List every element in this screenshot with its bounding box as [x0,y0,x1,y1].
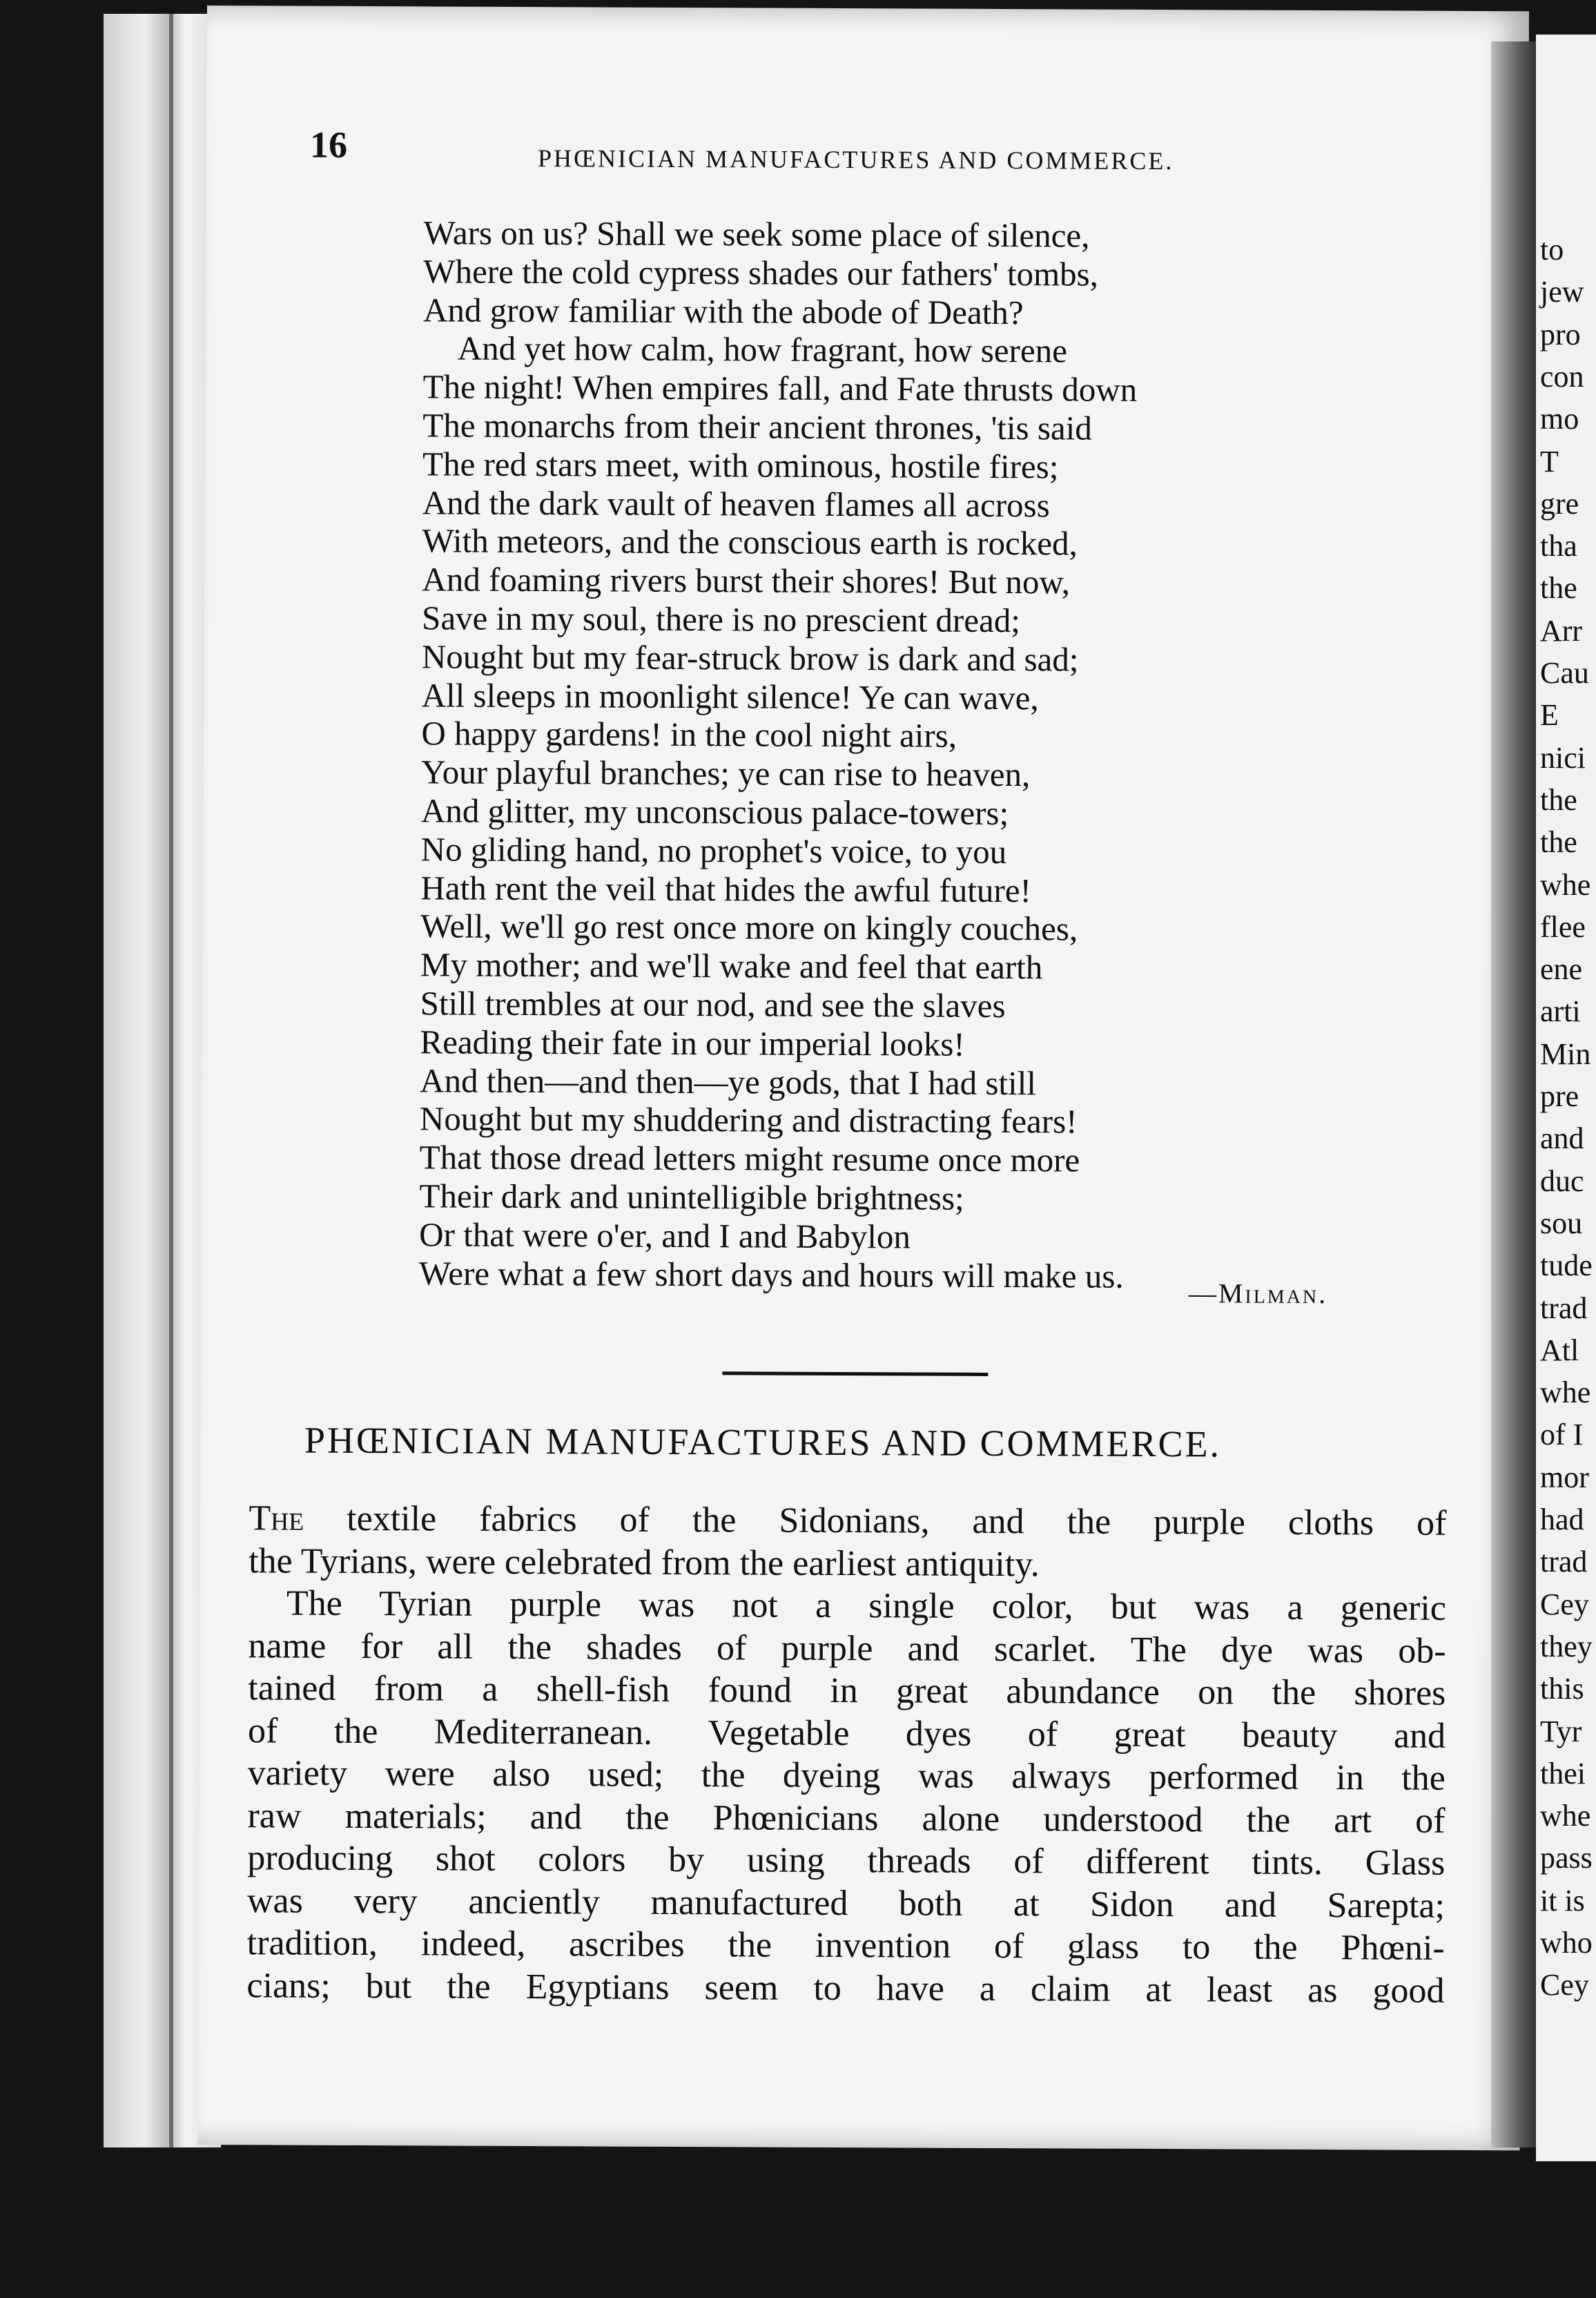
facing-page-text-fragment: pass [1540,1841,1593,1875]
poem-line: And grow familiar with the abode of Death? [422,290,1024,331]
article-line: tained from a shell-fish found in great abundance on the shores [248,1668,1446,1713]
poem-line: Hath rent the veil that hides the awful future! [420,868,1031,909]
facing-page-text-fragment: pre [1540,1079,1579,1113]
facing-page-text-fragment: Cey [1540,1587,1589,1621]
facing-page-text-fragment: it is [1540,1883,1585,1918]
facing-page-text-fragment: they [1540,1629,1593,1663]
facing-page-text-fragment: who [1540,1926,1593,1960]
facing-page-text-fragment: con [1540,359,1584,394]
poem-line: Still trembles at our nod, and see the slaves [420,984,1006,1025]
facing-page-text-fragment: of I [1540,1418,1584,1452]
facing-page-text-fragment: the [1540,825,1577,860]
poem-line: The red stars meet, with ominous, hostile fires; [422,445,1059,486]
poem-line: The monarchs from their ancient thrones, 'tis said [422,406,1092,447]
facing-page-text-fragment: trad [1540,1545,1588,1579]
article-line: producing shot colors by using threads of different tints. Glass [247,1838,1446,1883]
facing-page-text-fragment: nici [1540,740,1586,775]
poem-line: Save in my soul, there is no prescient dread; [422,599,1021,640]
poem-line: All sleeps in moonlight silence! Ye can wave, [421,675,1039,717]
poem-line: And glitter, my unconscious palace-towers; [420,791,1009,833]
poem-line: Your playful branches; ye can rise to heaven, [421,753,1031,794]
facing-page-text-fragment: trad [1540,1291,1588,1325]
article-line: of the Mediterranean. Vegetable dyes of great beauty and [247,1710,1446,1756]
facing-page-text-fragment: whe [1540,867,1591,902]
poem-line: Were what a few short days and hours will make us. [418,1253,1124,1295]
facing-page-text-fragment: tude [1540,1248,1593,1283]
page-gutter-shadow [1491,41,1539,2147]
facing-page-text-fragment: the [1540,782,1577,817]
article-line: was very anciently manufactured both at Sidon and Sarepta; [246,1880,1446,1926]
poem-line: O happy gardens! in the cool night airs, [421,714,957,755]
poem-line: My mother; and we'll wake and feel that earth [420,945,1043,987]
poem-attribution: —Milman. [1188,1277,1328,1310]
facing-page-text-fragment: gre [1540,486,1579,521]
poem-line: Nought but my shuddering and distracting fears! [419,1099,1078,1141]
facing-page-text-fragment: Atl [1540,1333,1579,1367]
article-line: cians; but the Egyptians seem to have a claim at least as good [246,1965,1445,2011]
facing-page-text-fragment: mor [1540,1460,1589,1494]
poem-line: Reading their fate in our imperial looks! [420,1023,965,1063]
poem-line: And then—and then—ye gods, that I had still [420,1061,1037,1102]
poem-line: With meteors, and the conscious earth is rocked, [422,521,1078,563]
facing-page-text-fragment: flee [1540,909,1586,944]
poem-line: Their dark and unintelligible brightness; [419,1177,964,1217]
running-head: PHŒNICIAN MANUFACTURES AND COMMERCE. [537,144,1174,175]
facing-page-text-fragment: E [1540,698,1559,733]
article-body [246,1497,1446,2012]
facing-page-text-fragment: had [1540,1503,1584,1536]
facing-page-text-fragment: Arr [1540,613,1583,648]
facing-page-text-fragment: and [1540,1121,1584,1156]
poem-line: No gliding hand, no prophet's voice, to you [420,830,1007,871]
poem-line: Wars on us? Shall we seek some place of silence, [423,213,1090,255]
facing-page-text-fragment: sou [1540,1206,1583,1240]
facing-page-text-fragment: Cey [1540,1968,1589,2002]
article-line: variety were also used; the dyeing was always performed in the [247,1753,1446,1798]
poem-line: And foaming rivers burst their shores! But now, [422,560,1071,601]
poem-line: Well, we'll go rest once more on kingly couches, [420,907,1078,948]
poem-line: Or that were o'er, and I and Babylon [419,1215,911,1256]
article-lead-word: The [249,1498,304,1538]
facing-page-text-fragment: this [1540,1672,1584,1706]
page-number: 16 [309,124,348,166]
poem [419,213,1425,1297]
facing-page-text-fragment: Cau [1540,656,1589,690]
facing-page-text-fragment: arti [1540,994,1581,1029]
poem-line: The night! When empires fall, and Fate thrusts down [422,367,1138,409]
section-title: PHŒNICIAN MANUFACTURES AND COMMERCE. [304,1419,1222,1465]
poem-line: That those dread letters might resume once more [419,1138,1080,1179]
facing-page-text-fragment: Tyr [1540,1714,1582,1748]
article-line: raw materials; and the Phœnicians alone understood the art of [247,1795,1446,1841]
facing-page-text-fragment: to [1540,233,1564,267]
facing-page-text-fragment: jew [1540,275,1584,309]
article-line: name for all the shades of purple and scarlet. The dye was ob- [248,1625,1446,1671]
facing-page-text-fragment: tha [1540,529,1577,563]
facing-page-text-fragment: mo [1540,402,1579,436]
article-line [249,1497,1446,1545]
facing-page-fragment [1536,35,1596,2161]
facing-page-text-fragment: whe [1540,1375,1591,1410]
facing-page-text-fragment: thei [1540,1756,1586,1790]
facing-page-text-fragment: duc [1540,1164,1584,1198]
section-divider-rule [722,1371,988,1376]
article-line-text: textile fabrics of the Sidonians, and the purple cloths of [304,1498,1447,1543]
facing-page-text-fragment: ene [1540,952,1583,987]
facing-page-text-fragment: Min [1540,1036,1591,1071]
article-line: tradition, indeed, ascribes the invention of glass to the Phœni- [246,1923,1445,1968]
poem-line: And the dark vault of heaven flames all across [422,483,1050,524]
facing-page-text-fragment: the [1540,571,1577,606]
poem-line: And yet how calm, how fragrant, how serene [457,329,1068,370]
facing-page-text-fragment: T [1540,444,1559,479]
book-page [197,6,1528,2150]
facing-page-text-fragment: whe [1540,1799,1591,1833]
facing-page-text-fragment: pro [1540,317,1581,351]
poem-line: Where the cold cypress shades our fathers' tombs, [423,252,1099,293]
poem-line: Nought but my fear-struck brow is dark and sad; [421,637,1079,679]
article-line: the Tyrians, were celebrated from the earliest antiquity. [249,1541,1040,1584]
article-line: The Tyrian purple was not a single color, but was a generic [286,1583,1447,1628]
